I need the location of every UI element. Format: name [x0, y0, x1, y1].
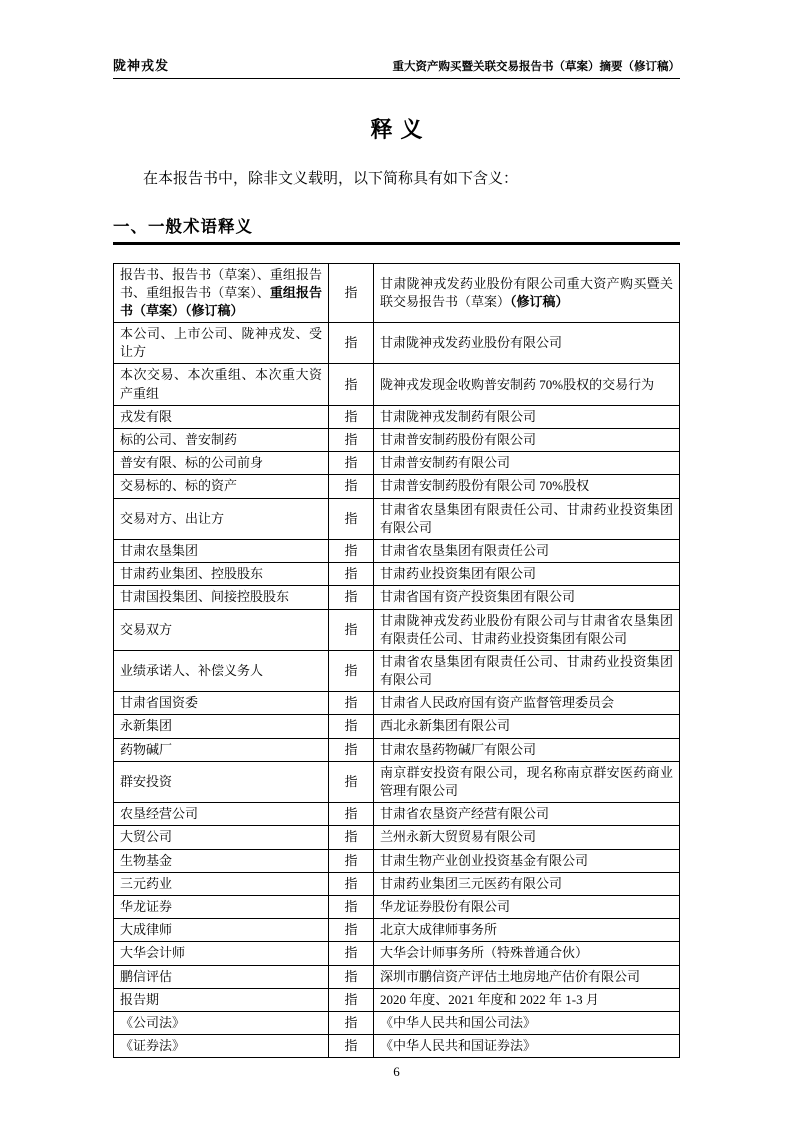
- table-row: [114, 452, 680, 475]
- term-cell: 群安投资: [114, 761, 329, 802]
- term-cell: 戎发有限: [114, 405, 329, 428]
- term-cell: 甘肃药业集团、控股股东: [114, 563, 329, 586]
- page-content: [113, 55, 680, 1058]
- zhi-cell: 指: [329, 586, 374, 609]
- zhi-cell: 指: [329, 452, 374, 475]
- table-row: [114, 738, 680, 761]
- definition-text: 甘肃陇神戎发药业股份有限公司重大资产购买暨关联交易报告书（草案）: [380, 275, 673, 309]
- page-title: 释义: [370, 117, 431, 142]
- table-row: [114, 895, 680, 918]
- definition-cell: 甘肃陇神戎发制药有限公司: [374, 405, 680, 428]
- table-row: [114, 988, 680, 1011]
- term-text-bold: 重组报告书（草案）（修订稿）: [120, 284, 322, 318]
- term-cell: 交易对方、出让方: [114, 498, 329, 539]
- table-row: [114, 498, 680, 539]
- zhi-cell: 指: [329, 942, 374, 965]
- definition-cell: 大华会计师事务所（特殊普通合伙）: [374, 942, 680, 965]
- term-cell: [114, 263, 329, 323]
- definition-text-bold: （修订稿）: [510, 293, 569, 309]
- table-row: [114, 586, 680, 609]
- definition-cell: 《中华人民共和国证券法》: [374, 1035, 680, 1058]
- definition-cell: 甘肃普安制药股份有限公司: [374, 429, 680, 452]
- definition-cell: 甘肃省农垦集团有限责任公司、甘肃药业投资集团有限公司: [374, 498, 680, 539]
- term-cell: 大贸公司: [114, 826, 329, 849]
- table-row: [114, 323, 680, 364]
- zhi-cell: 指: [329, 1035, 374, 1058]
- term-cell: 《公司法》: [114, 1011, 329, 1034]
- term-cell: 药物碱厂: [114, 738, 329, 761]
- term-cell: 普安有限、标的公司前身: [114, 452, 329, 475]
- term-text: 报告书、报告书（草案）、重组报告书、重组报告书（草案）、: [120, 266, 322, 300]
- definition-cell: 甘肃普安制药股份有限公司 70%股权: [374, 475, 680, 498]
- table-row: [114, 563, 680, 586]
- table-row: [114, 849, 680, 872]
- intro-paragraph: 在本报告书中，除非文义载明，以下简称具有如下含义：: [143, 171, 519, 187]
- zhi-cell: 指: [329, 609, 374, 650]
- zhi-cell: 指: [329, 475, 374, 498]
- zhi-cell: 指: [329, 563, 374, 586]
- term-cell: 《证券法》: [114, 1035, 329, 1058]
- zhi-cell: 指: [329, 738, 374, 761]
- definition-cell: 甘肃药业集团三元医药有限公司: [374, 872, 680, 895]
- definition-cell: 甘肃省国有资产投资集团有限公司: [374, 586, 680, 609]
- table-row: [114, 405, 680, 428]
- definition-cell: 甘肃农垦药物碱厂有限公司: [374, 738, 680, 761]
- section-heading: 一、一般术语释义: [113, 213, 680, 245]
- zhi-cell: 指: [329, 965, 374, 988]
- definition-cell: 甘肃省农垦集团有限责任公司、甘肃药业投资集团有限公司: [374, 650, 680, 691]
- definition-cell: 甘肃普安制药有限公司: [374, 452, 680, 475]
- definition-cell: 南京群安投资有限公司，现名称南京群安医药商业管理有限公司: [374, 761, 680, 802]
- zhi-cell: 指: [329, 1011, 374, 1034]
- term-cell: 甘肃国投集团、间接控股股东: [114, 586, 329, 609]
- definition-cell: 甘肃省农垦集团有限责任公司: [374, 539, 680, 562]
- zhi-cell: 指: [329, 498, 374, 539]
- table-row: [114, 429, 680, 452]
- zhi-cell: 指: [329, 872, 374, 895]
- term-cell: 农垦经营公司: [114, 803, 329, 826]
- zhi-cell: 指: [329, 539, 374, 562]
- definition-cell: 兰州永新大贸贸易有限公司: [374, 826, 680, 849]
- table-row: [114, 1011, 680, 1034]
- zhi-cell: 指: [329, 323, 374, 364]
- definition-cell: 甘肃陇神戎发药业股份有限公司与甘肃省农垦集团有限责任公司、甘肃药业投资集团有限公司: [374, 609, 680, 650]
- definition-cell: 北京大成律师事务所: [374, 919, 680, 942]
- term-cell: 业绩承诺人、补偿义务人: [114, 650, 329, 691]
- definition-cell: 2020 年度、2021 年度和 2022 年 1-3 月: [374, 988, 680, 1011]
- table-row: [114, 942, 680, 965]
- page-number: 6: [393, 1064, 400, 1079]
- zhi-cell: 指: [329, 849, 374, 872]
- table-row: [114, 761, 680, 802]
- term-cell: 甘肃农垦集团: [114, 539, 329, 562]
- header-doc-title: 重大资产购买暨关联交易报告书（草案）摘要（修订稿）: [392, 61, 680, 73]
- table-row: [114, 263, 680, 323]
- term-cell: 本次交易、本次重组、本次重大资产重组: [114, 364, 329, 405]
- zhi-cell: 指: [329, 919, 374, 942]
- zhi-cell: 指: [329, 692, 374, 715]
- definition-cell: [374, 263, 680, 323]
- definition-cell: 甘肃生物产业创业投资基金有限公司: [374, 849, 680, 872]
- term-cell: 甘肃省国资委: [114, 692, 329, 715]
- definition-cell: 甘肃省人民政府国有资产监督管理委员会: [374, 692, 680, 715]
- definition-cell: 西北永新集团有限公司: [374, 715, 680, 738]
- zhi-cell: 指: [329, 761, 374, 802]
- zhi-cell: 指: [329, 429, 374, 452]
- definition-cell: 甘肃省农垦资产经营有限公司: [374, 803, 680, 826]
- table-row: [114, 475, 680, 498]
- table-row: [114, 872, 680, 895]
- term-cell: 三元药业: [114, 872, 329, 895]
- term-cell: 交易标的、标的资产: [114, 475, 329, 498]
- zhi-cell: 指: [329, 405, 374, 428]
- table-row: [114, 826, 680, 849]
- header-company-name: 陇神戎发: [113, 58, 170, 73]
- zhi-cell: 指: [329, 988, 374, 1011]
- term-cell: 鹏信评估: [114, 965, 329, 988]
- term-cell: 报告期: [114, 988, 329, 1011]
- definition-cell: 甘肃药业投资集团有限公司: [374, 563, 680, 586]
- term-cell: 大成律师: [114, 919, 329, 942]
- zhi-cell: 指: [329, 715, 374, 738]
- table-row: [114, 650, 680, 691]
- definition-cell: 《中华人民共和国公司法》: [374, 1011, 680, 1034]
- table-row: [114, 919, 680, 942]
- table-row: [114, 364, 680, 405]
- term-cell: 永新集团: [114, 715, 329, 738]
- table-row: [114, 1035, 680, 1058]
- zhi-cell: 指: [329, 895, 374, 918]
- zhi-cell: 指: [329, 650, 374, 691]
- term-cell: 交易双方: [114, 609, 329, 650]
- definition-cell: 陇神戎发现金收购普安制药 70%股权的交易行为: [374, 364, 680, 405]
- zhi-cell: 指: [329, 263, 374, 323]
- table-row: [114, 715, 680, 738]
- term-cell: 华龙证券: [114, 895, 329, 918]
- zhi-cell: 指: [329, 826, 374, 849]
- term-cell: 本公司、上市公司、陇神戎发、受让方: [114, 323, 329, 364]
- term-cell: 生物基金: [114, 849, 329, 872]
- definition-cell: 深圳市鹏信资产评估土地房地产估价有限公司: [374, 965, 680, 988]
- page-header: [113, 55, 680, 79]
- table-row: [114, 803, 680, 826]
- term-cell: 标的公司、普安制药: [114, 429, 329, 452]
- term-cell: 大华会计师: [114, 942, 329, 965]
- definition-cell: 华龙证券股份有限公司: [374, 895, 680, 918]
- zhi-cell: 指: [329, 803, 374, 826]
- table-row: [114, 692, 680, 715]
- definition-cell: 甘肃陇神戎发药业股份有限公司: [374, 323, 680, 364]
- table-row: [114, 539, 680, 562]
- table-row: [114, 609, 680, 650]
- zhi-cell: 指: [329, 364, 374, 405]
- table-row: [114, 965, 680, 988]
- definitions-table: [113, 263, 680, 1059]
